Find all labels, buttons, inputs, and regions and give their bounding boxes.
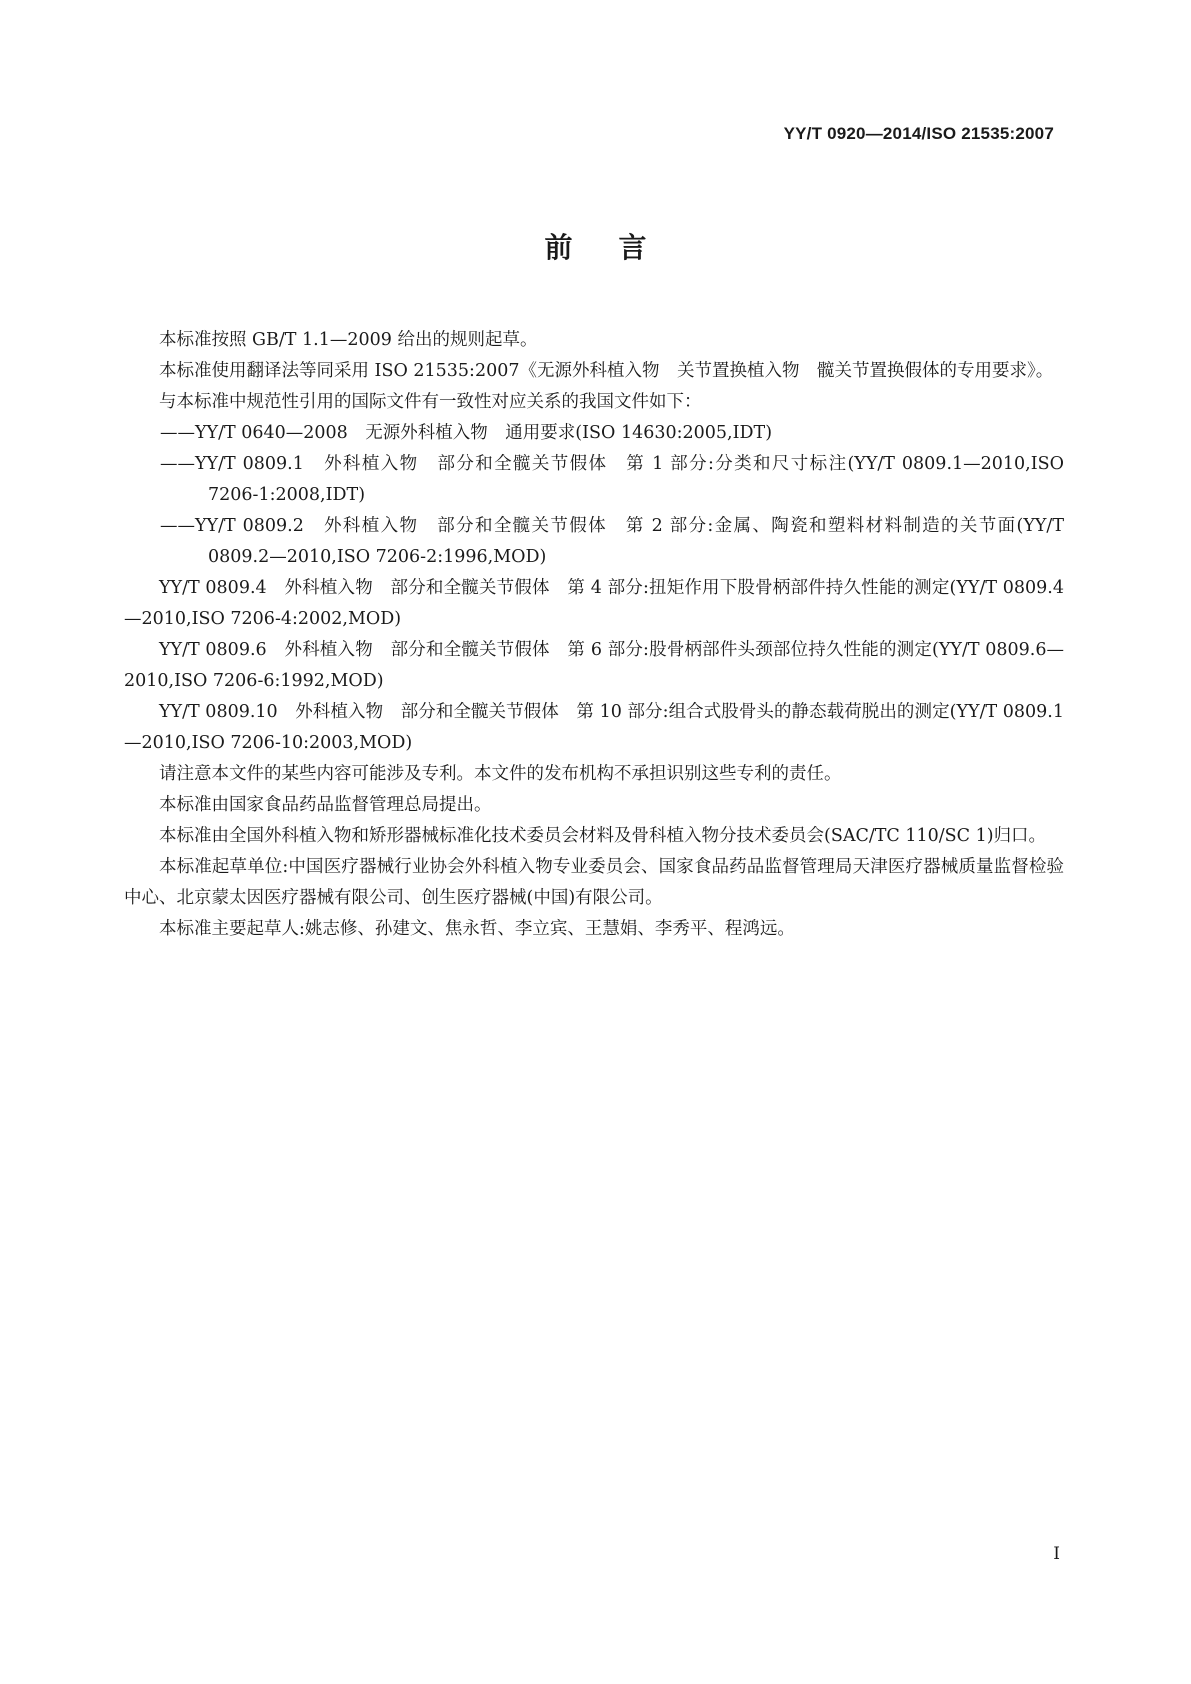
paragraph-drafting-units: 本标准起草单位:中国医疗器械行业协会外科植入物专业委员会、国家食品药品监督管理局天津医疗器械质量监督检验中心、北京蒙太因医疗器械有限公司、创生医疗器械(中国)有限公司。 <box>124 857 1064 908</box>
paragraph-drafting-rules: 本标准按照 GB/T 1.1—2009 给出的规则起草。 <box>159 330 538 350</box>
paragraph-drafters: 本标准主要起草人:姚志修、孙建文、焦永哲、李立宾、王慧娟、李秀平、程鸿远。 <box>159 919 795 939</box>
page-title: 前言 <box>544 231 693 264</box>
paragraph-corresponding-docs: 与本标准中规范性引用的国际文件有一致性对应关系的我国文件如下： <box>159 392 702 412</box>
standard-code: YY/T 0920—2014/ISO 21535:2007 <box>783 124 1054 143</box>
paragraph-ref-0809-6: YY/T 0809.6 外科植入物 部分和全髋关节假体 第 6 部分:股骨柄部件头颈部位持久性能的测定(YY/T 0809.6—2010,ISO 7206-6:1992,MOD) <box>124 640 1064 691</box>
paragraph-proposer: 本标准由国家食品药品监督管理总局提出。 <box>159 795 492 815</box>
list-item: ——YY/T 0809.2 外科植入物 部分和全髋关节假体 第 2 部分:金属、陶瓷和塑料材料制造的关节面(YY/T 0809.2—2010,ISO 7206-2:1996,MOD) <box>160 516 1064 567</box>
paragraph-adoption: 本标准使用翻译法等同采用 ISO 21535:2007《无源外科植入物 关节置换植入物 髋关节置换假体的专用要求》。 <box>159 361 1054 381</box>
list-item: ——YY/T 0640—2008 无源外科植入物 通用要求(ISO 14630:2005,IDT) <box>160 423 773 443</box>
document-body <box>124 325 1064 945</box>
paragraph-patent-notice: 请注意本文件的某些内容可能涉及专利。本文件的发布机构不承担识别这些专利的责任。 <box>159 764 842 784</box>
paragraph-ref-0809-10: YY/T 0809.10 外科植入物 部分和全髋关节假体 第 10 部分:组合式股骨头的静态载荷脱出的测定(YY/T 0809.1—2010,ISO 7206-10:2003,MOD) <box>124 702 1064 753</box>
paragraph-ref-0809-4: YY/T 0809.4 外科植入物 部分和全髋关节假体 第 4 部分:扭矩作用下股骨柄部件持久性能的测定(YY/T 0809.4—2010,ISO 7206-4:2002,MOD) <box>124 578 1064 629</box>
list-item: ——YY/T 0809.1 外科植入物 部分和全髋关节假体 第 1 部分:分类和尺寸标注(YY/T 0809.1—2010,ISO 7206-1:2008,IDT) <box>160 454 1064 505</box>
page-number: I <box>1053 1544 1060 1564</box>
paragraph-committee: 本标准由全国外科植入物和矫形器械标准化技术委员会材料及骨科植入物分技术委员会(SAC/TC 110/SC 1)归口。 <box>159 826 1047 846</box>
